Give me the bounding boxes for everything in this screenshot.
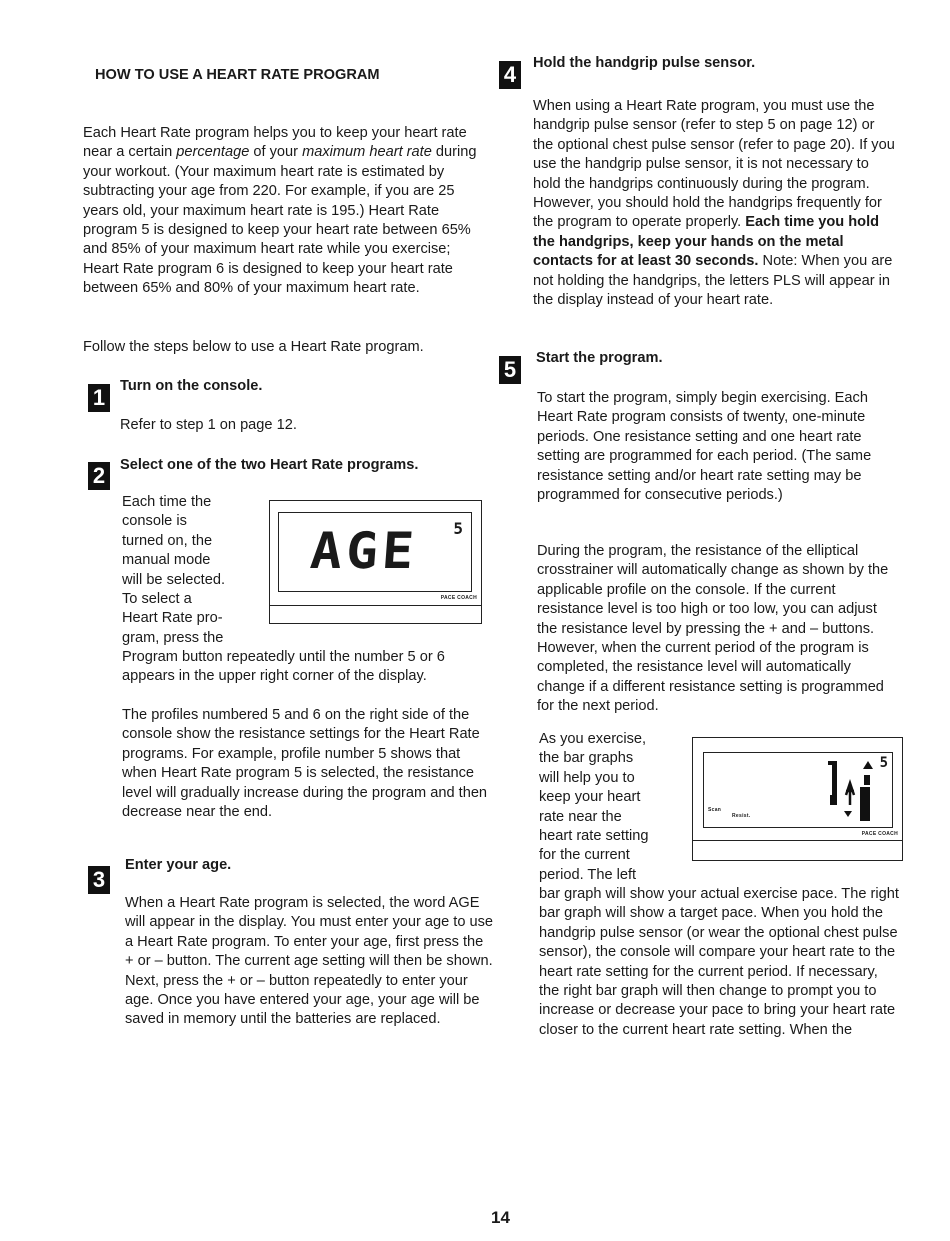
console-display-bar-graphs bbox=[692, 737, 903, 861]
step-3-number: 3 bbox=[88, 866, 110, 894]
step-5-line: for the current bbox=[539, 847, 630, 864]
step-2-line: gram, press the bbox=[122, 629, 224, 646]
step-1-number: 1 bbox=[88, 384, 110, 412]
intro-paragraph bbox=[83, 124, 483, 299]
step-2-line: turned on, the bbox=[122, 532, 213, 549]
console-display-age bbox=[269, 500, 482, 624]
step-4-text-c: Note: When you are not holding the handgrips, the letters PLS will appear in the display instead of your heart rate. bbox=[533, 253, 893, 309]
step-5-number: 5 bbox=[499, 356, 521, 384]
runner-icon bbox=[846, 783, 854, 805]
intro-emphasis-percentage: percentage bbox=[176, 144, 250, 161]
step-5-line: rate near the bbox=[539, 808, 622, 825]
step-2-body-profiles: The profiles numbered 5 and 6 on the right side of the console show the resistance settings for the Heart Rate programs. For example, profile number 5 shows that when Heart Rate program 5 is selected, the resistance level will gradually increase during the program and then decrease near the end. bbox=[122, 707, 488, 821]
step-2-line: Each time the bbox=[122, 494, 212, 510]
left-bar-graph-segment bbox=[832, 765, 837, 795]
step-5-body-1: To start the program, simply begin exercising. Each Heart Rate program consists of twenty, one-minute periods. One resistance setting and one heart rate setting are programmed for each period. (The same resistance setting and/or heart rate setting may be programmed for consecutive periods.) bbox=[537, 390, 872, 504]
step-2-line: console is bbox=[122, 513, 187, 530]
down-arrow-icon bbox=[844, 811, 852, 817]
page-title: HOW TO USE A HEART RATE PROGRAM bbox=[95, 67, 380, 83]
scan-label: Scan bbox=[708, 807, 722, 813]
step-5-line: the bar graphs bbox=[539, 750, 634, 767]
display-screen bbox=[703, 752, 893, 828]
intro-text-a: Each Heart Rate program helps you to keep your heart rate near a certain bbox=[83, 125, 467, 161]
intro-text-c: during your workout. (Your maximum heart rate is estimated by subtracting your age from 220. For example, if you are 25 years old, your maximum heart rate is 195.) Heart Rate program 5 is designed to keep your heart rate between 65% and 85% of your maximum heart rate while you exercise; Heart Rate program 6 is designed to keep your heart rate between 65% and 80% of your maximum heart rate. bbox=[83, 144, 477, 297]
intro-text-b: of your bbox=[249, 144, 303, 161]
left-bar-graph bbox=[828, 761, 837, 765]
step-3-body: When a Heart Rate program is selected, the word AGE will appear in the display. You must enter your age to use a Heart Rate program. To enter your age, first press the + or – button. The current age setting will then be shown. Next, press the + or – button repeatedly to enter your age. Once you have entered your age, your age will be saved in memory until the batteries are replaced. bbox=[125, 895, 494, 1028]
step-4-number: 4 bbox=[499, 61, 521, 89]
right-bar-graph bbox=[860, 787, 870, 821]
step-2-line: manual mode bbox=[122, 552, 211, 569]
step-5-line: keep your heart bbox=[539, 789, 641, 806]
intro-emphasis-max-heart-rate: maximum heart rate bbox=[302, 144, 432, 161]
step-5-line: As you exercise, bbox=[539, 731, 647, 747]
step-2-title: Select one of the two Heart Rate programs. bbox=[120, 457, 419, 473]
step-4-body bbox=[533, 97, 895, 310]
display-screen bbox=[278, 512, 472, 592]
step-5-line: heart rate setting bbox=[539, 828, 649, 845]
display-program-number: 5 bbox=[453, 519, 463, 538]
display-divider bbox=[693, 840, 902, 841]
step-4-text-bold: Each time you hold the handgrips, keep your hands on the metal contacts for at least 30 seconds. bbox=[533, 214, 880, 270]
step-5-wrap-text bbox=[539, 730, 689, 885]
intro-follow-steps: Follow the steps below to use a Heart Rate program. bbox=[83, 339, 424, 355]
page-number: 14 bbox=[491, 1208, 510, 1227]
step-2-wrap-text bbox=[122, 493, 272, 648]
step-5-body-3-continued: bar graph will show your actual exercise pace. The right bar graph will show a target pace. When you hold the handgrip pulse sensor (or wear the optional chest pulse sensor), the console will compare your heart rate to the heart rate setting for the current period. If necessary, the right bar graph will then change to prompt you to increase or decrease your pace to bring your heart rate closer to the current heart rate setting. When the bbox=[539, 886, 899, 1038]
left-bar-graph-base bbox=[830, 795, 837, 805]
step-4-text-a: When using a Heart Rate program, you must use the handgrip pulse sensor (refer to step 5 on page 12) or the optional chest pulse sensor (refer to page 20). If you use the handgrip pulse sensor, it is not necessary to hold the handgrips continuously during the program. However, you should hold the handgrips frequently for the program to operate properly. bbox=[533, 98, 895, 231]
up-arrow-icon bbox=[863, 761, 873, 769]
step-5-line: period. The left bbox=[539, 866, 637, 883]
pace-coach-label: PACE COACH bbox=[861, 831, 898, 837]
step-2-number: 2 bbox=[88, 462, 110, 490]
pace-coach-label: PACE COACH bbox=[440, 595, 477, 601]
step-5-body-2: During the program, the resistance of the elliptical crosstrainer will automatically change as shown by the applicable profile on the console. If the current resistance level is too high or too low, you can adjust the resistance level by pressing the + and – buttons. However, when the current period of the program is completed, the resistance level will automatically change if a different resistance setting is programmed for the next period. bbox=[537, 543, 889, 715]
step-5-line: will help you to bbox=[539, 769, 635, 786]
step-2-body-continued: Program button repeatedly until the number 5 or 6 appears in the upper right corner of the display. bbox=[122, 649, 445, 685]
step-1-body: Refer to step 1 on page 12. bbox=[120, 417, 297, 433]
step-2-line: To select a bbox=[122, 591, 192, 608]
step-2-line: Heart Rate pro- bbox=[122, 610, 223, 627]
right-bar-graph-top bbox=[864, 775, 870, 785]
display-divider bbox=[270, 605, 481, 606]
step-5-title: Start the program. bbox=[536, 350, 663, 366]
step-2-line: will be selected. bbox=[122, 571, 226, 588]
step-1-title: Turn on the console. bbox=[120, 378, 263, 394]
resist-label: Resist. bbox=[732, 813, 751, 819]
step-4-title: Hold the handgrip pulse sensor. bbox=[533, 55, 756, 71]
step-3-title: Enter your age. bbox=[125, 857, 232, 873]
display-program-number: 5 bbox=[879, 755, 888, 771]
display-age-text: AGE bbox=[308, 522, 420, 580]
